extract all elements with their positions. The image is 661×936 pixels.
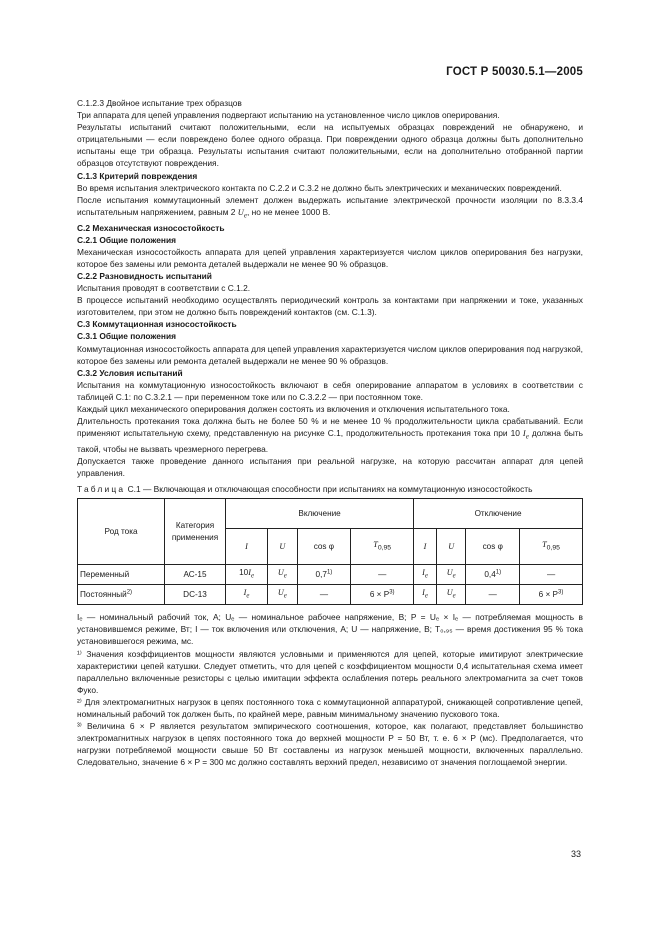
- table-cell: $6 \times P^{3)}$: [520, 585, 583, 605]
- data-table: [77, 498, 583, 605]
- page-number: 33: [570, 849, 581, 859]
- paragraph: После испытания коммутационный элемент должен выдержать испытание электрической прочности изоляции по 8.3.3.4 испытательным напряжением, равным 2 $U_e$, но не менее 1000 В.: [77, 194, 583, 220]
- note-legend: Iₑ — номинальный рабочий ток, А; Uₑ — номинальное рабочее напряжение, В; P = Uₑ × Iₑ — потребляемая мощность в установившемся режиме, Вт; I — ток включения или отключения, А; U — напряжение, В; T₀,₉₅ — время достижения 95 % тока установившегося режима, мс.: [77, 612, 583, 647]
- subsection-heading: С.1.2.3 Двойное испытание трех образцов: [77, 98, 242, 108]
- column-subheader: I: [226, 529, 268, 565]
- paragraph: Испытания на коммутационную износостойкость включают в себя оперирование аппаратом в условиях в соответствии с таблицей С.1: по С.3.2.1 — при переменном токе или по С.3.2.2 — при постоянном токе.: [77, 379, 583, 402]
- column-subheader: cos φ: [297, 529, 351, 565]
- section-heading: С.3.2 Условия испытаний: [77, 367, 183, 378]
- footnote: ²⁾ Для электромагнитных нагрузок в цепях постоянного тока с коммутационной аппаратурой, снижающей сопротивление цепей, номинальный рабочий ток должен быть, по крайней мере, равным минимальному значению пускового тока.: [77, 696, 583, 719]
- table-cell: $6 \times P^{3)}$: [351, 585, 414, 605]
- table-cell: —: [466, 585, 520, 605]
- document-code-header: ГОСТ Р 50030.5.1—2005: [446, 66, 583, 78]
- table-cell: $U_e$: [436, 565, 466, 585]
- footnote: ¹⁾ Значения коэффициентов мощности являются условными и применяются для цепей, которые имитируют электрические характеристики цепей катушки. Следует отметить, что для цепей с коэффициентом мощности 0,4 испытательная схема имеет параллельно включенные резисторы с целью имитации эффекта ослабления потерь реального электромагнита за счет токов Фуко.: [77, 648, 583, 695]
- table-cell: DC-13: [165, 585, 226, 605]
- table-cell: —: [351, 565, 414, 585]
- paragraph: Результаты испытаний считают положительными, если на испытуемых образцах повреждений не обнаружено, и отрицательными — если повреждено более одного образца. При повреждении одного образца должны быть дополнительно испытаны еще три образца. Результаты испытания считают положительными, если на дополнительно отобранной партии образцов отсутствуют повреждения.: [77, 122, 583, 169]
- paragraph: Каждый цикл механического оперирования должен состоять из включения и отключения испытательного тока.: [77, 404, 510, 415]
- section-heading: С.2.2 Разновидность испытаний: [77, 270, 212, 281]
- section-heading: С.2 Механическая износостойкость: [77, 222, 225, 233]
- column-header: Род тока: [78, 499, 165, 565]
- table-cell: $U_e$: [268, 585, 298, 605]
- table-cell: —: [520, 565, 583, 585]
- table-cell: Постоянный$^{2)}$: [78, 585, 165, 605]
- table-row: [78, 565, 583, 585]
- table-cell: —: [297, 585, 351, 605]
- table-row: [78, 585, 583, 605]
- table-cell: $I_e$: [414, 565, 437, 585]
- table-cell: 0,7$^{1)}$: [297, 565, 351, 585]
- section-heading: С.2.1 Общие положения: [77, 234, 176, 245]
- table-cell: $I_e$: [226, 585, 268, 605]
- section-heading: С.1.3 Критерий повреждения: [77, 170, 198, 181]
- paragraph: В процессе испытаний необходимо осуществлять периодический контроль за контактами при напряжении и токе, указанных изготовителем, при этом не должно быть повреждений контактов (см. С.1.3).: [77, 295, 583, 318]
- table-cell: Переменный: [78, 565, 165, 585]
- column-header: Отключение: [414, 499, 583, 529]
- table-cell: $U_e$: [436, 585, 466, 605]
- table-cell: $I_e$: [414, 585, 437, 605]
- footnote: ³⁾ Величина 6 × P является результатом эмпирического соотношения, которое, как полагают, представляет большинство электромагнитных нагрузок в цепях постоянного тока до верхней мощности P = 50 Вт, т. е. 6 × P (мс). Предполагается, что нагрузки потребляемой мощности свыше 50 Вт составлены из нагрузок меньшей мощности, включенных параллельно. Следовательно, значение 6 × P = 300 мс должно составлять верхний предел, независимо от значения поглощаемой энергии.: [77, 721, 583, 768]
- table-caption: Таблица С.1 — Включающая и отключающая способности при испытаниях на коммутационную износостойкость: [77, 484, 533, 495]
- table-notes: [77, 611, 583, 768]
- column-subheader: $T_{0,95}$: [351, 529, 414, 565]
- paragraph: Три аппарата для цепей управления подвергают испытанию на установленное число циклов оперирования.: [77, 110, 500, 121]
- column-subheader: U: [268, 529, 298, 565]
- column-subheader: U: [436, 529, 466, 565]
- paragraph: Испытания проводят в соответствии с С.1.2.: [77, 283, 251, 294]
- column-header: Категория применения: [165, 499, 226, 565]
- paragraph: Допускается также проведение данного испытания при реальной нагрузке, на которую рассчитан аппарат для цепей управления.: [77, 456, 583, 479]
- column-subheader: I: [414, 529, 437, 565]
- document-body: [77, 97, 583, 768]
- paragraph: Во время испытания электрического контакта по С.2.2 и С.3.2 не должно быть электрических и механических повреждений.: [77, 182, 562, 193]
- paragraph: Механическая износостойкость аппарата для цепей управления характеризуется числом циклов оперирования без нагрузки, которое без замены или ремонта деталей выдержали не менее 90 % образцов.: [77, 246, 583, 269]
- paragraph: Длительность протекания тока должна быть не более 50 % и не менее 10 % продолжительности цикла срабатываний. Если применяют испытательную схему, представленную на рисунке С.1, продолжительность протекания тока при 10 $I_e$ должна быть такой, чтобы не вызвать чрезмерного перегрева.: [77, 416, 583, 454]
- table-cell: $10I_e$: [226, 565, 268, 585]
- table-cell: 0,4$^{1)}$: [466, 565, 520, 585]
- column-subheader: cos φ: [466, 529, 520, 565]
- table-cell: $U_e$: [268, 565, 298, 585]
- section-heading: С.3 Коммутационная износостойкость: [77, 319, 237, 330]
- column-subheader: $T_{0,95}$: [520, 529, 583, 565]
- section-heading: С.3.1 Общие положения: [77, 331, 176, 342]
- table-cell: АС-15: [165, 565, 226, 585]
- column-header: Включение: [226, 499, 414, 529]
- paragraph: Коммутационная износостойкость аппарата для цепей управления характеризуется числом циклов оперирования под нагрузкой, которое без замены или ремонта деталей выдержали не менее 90 % образцов.: [77, 343, 583, 366]
